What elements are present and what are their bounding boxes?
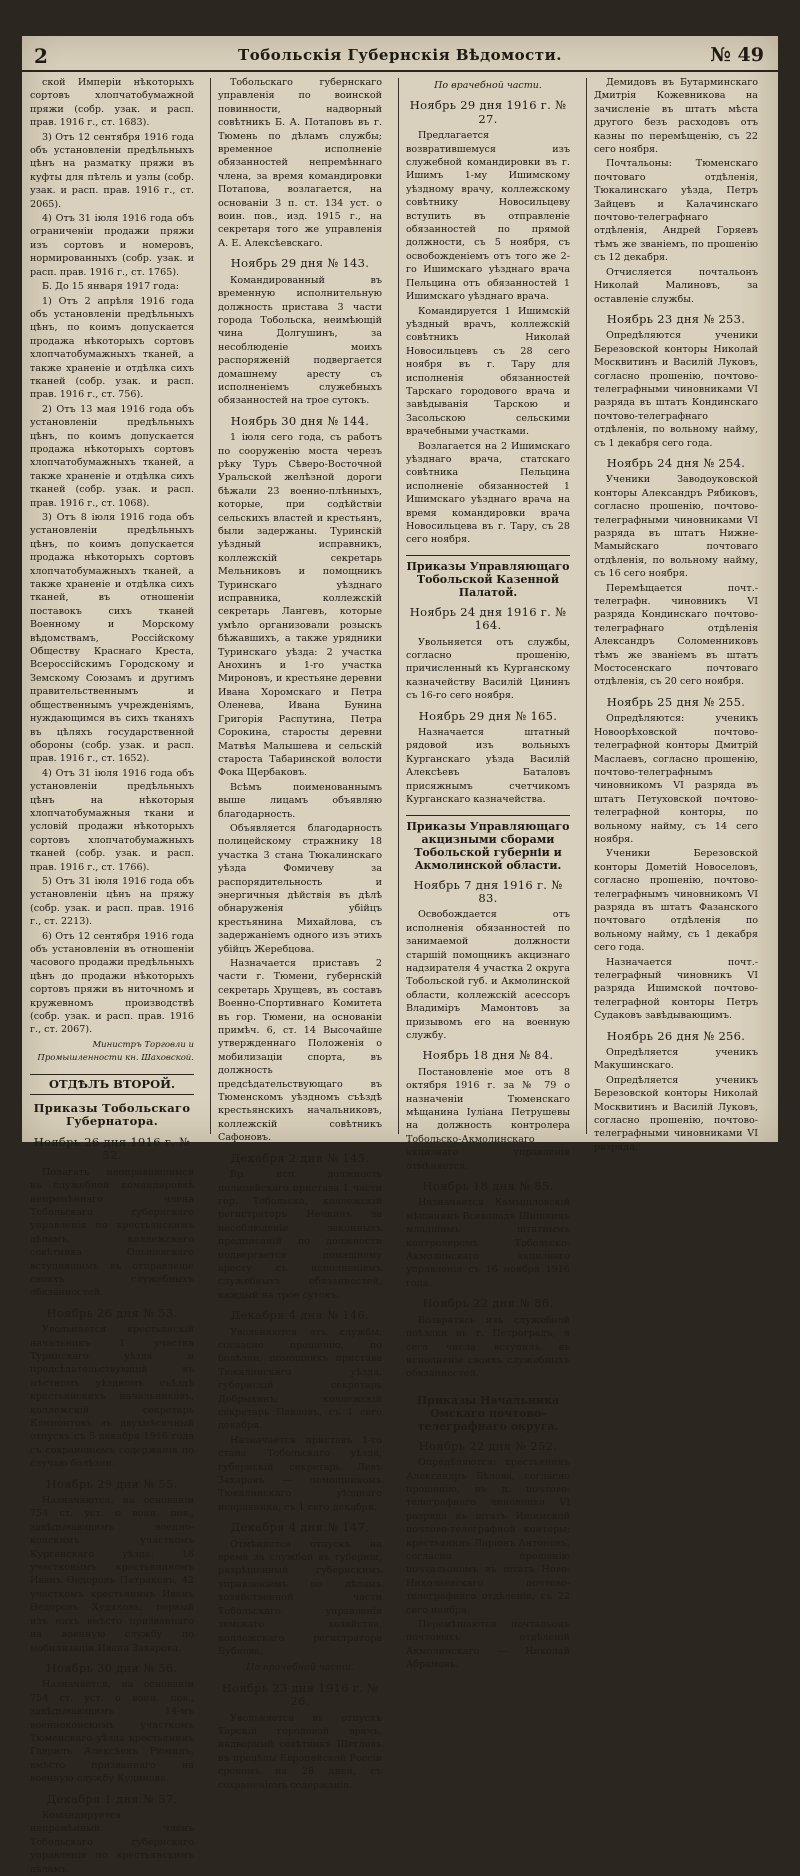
order-date: Ноябрь 30 дня № 56. bbox=[46, 1660, 178, 1675]
order-date: Ноябрь 23 дня 1916 г. № 26. bbox=[221, 1680, 379, 1709]
order-text: 1 іюля сего года, съ работъ по сооруженію моста черезъ рѣку Туръ Сѣверо-Восточной Уральской желѣзной дороги бѣжали 23 военно-плѣнныхъ, которые, при содѣйствіи сельскихъ властей и крестьянъ, были задержаны. Туринскій уѣздный исправникъ, коллежскій секретарь Мельниковъ и помощникъ Туринскаго уѣзднаго исправника, коллежскій секретарь Лангевъ, которые умѣло организовали розыскъ бѣжавшихъ, а также урядники Туринскаго уѣзда: 2 участка Анохинъ и 1-го участка Мироновъ, и крестьяне деревни Ивана Хоромскаго и Петра Оленева, Ивана Бунина Григорія Распутина, Петра Сорокина, старосты деревни Матвѣя Малышева и сельскій староста Табаринской волости Фока Щербаковъ. bbox=[218, 432, 382, 779]
order-text: Опредѣляются: ученикъ Новоорѣховской почтово-телеграфной конторы Дмитрій Маслаевъ, согласно прошенію, почтово-телеграфнымъ чиновникомъ VI разряда въ штатъ Петуховской почтово-телеграфной конторы, по вольному найму, съ 14 сего ноября. bbox=[594, 713, 758, 845]
section-title: Приказы Начальника Омскаго почтово-телеграфнаго округа. bbox=[406, 1389, 570, 1433]
order-text: Назначается штатный рядовой изъ вольныхъ Курганскаго уѣзда Василій Алексѣевъ Баталовъ присяжнымъ счетчикомъ Курганскаго казначейства. bbox=[406, 727, 570, 806]
order-date: Ноябрь 22 дня № 252. bbox=[418, 1438, 558, 1453]
order-date: Ноябрь 30 дня № 144. bbox=[230, 413, 370, 428]
order-date: Ноябрь 29 дня № 143. bbox=[230, 256, 370, 271]
column-4 bbox=[588, 74, 764, 1153]
order-date: Декабря 4 дня № 146. bbox=[230, 1308, 370, 1323]
order-date: Ноябрь 29 дня № 165. bbox=[418, 708, 558, 723]
order-text: Назначается почт.-телеграфный чиновникъ VI разряда Ишимской почтово-телеграфной конторы Петръ Судаковъ завѣдывающимъ. bbox=[594, 956, 758, 1022]
order-date: Ноябрь 23 дня № 253. bbox=[606, 311, 746, 326]
order-date: Ноябрь 29 дня 1916 г. № 27. bbox=[409, 98, 567, 126]
rubric: По врачебной части. bbox=[246, 1662, 354, 1674]
column-3 bbox=[400, 74, 576, 1671]
order-date: Ноябрь 22 дня № 86. bbox=[422, 1296, 554, 1311]
paragraph: 2) Отъ 13 мая 1916 года объ установленіи предѣльныхъ цѣнъ, по коимъ допускается продажа нѣкоторыхъ сортовъ хлопчатобумажныхъ тканей, а также храненіе и отдѣлка сихъ тканей (собр. узак. и расп. прав. 1916 г., ст. 1068). bbox=[30, 403, 194, 509]
order-text: Отмѣняется отпускъ на время за службой въ губерніи, разрѣшенный губернскимъ управленіемъ по дѣламъ хозяйственной части Тобольскаго управленія земскаго хозяйства, коллежскаго регистратора Бубнова. bbox=[218, 1538, 382, 1657]
order-text: Ученики Березовской конторы Дометій Новоселовъ, согласно прошенію, почтово-телеграфнымъ чиновникомъ VI разряда въ штатъ Фазанского почтоваго отдѣленія по вольному найму, съ 1 декабря сего года. bbox=[594, 848, 758, 954]
paragraph: 4) Отъ 31 іюля 1916 года объ установленіи предѣльныхъ цѣнъ на нѣкоторыя хлопчатобумажныя ткани и условій продажи нѣкоторыхъ сортовъ хлопчатобумажныхъ тканей (собр. узак. и расп. прав. 1916 г., ст. 1766). bbox=[30, 767, 194, 873]
order-text: Увольняется въ отпускъ Тарскій городовой врачъ, надворный совѣтникъ Щегловъ въ предѣлы Европейской Россіи срокомъ на 28 дней, съ сохраненіемъ содержанія. bbox=[218, 1712, 382, 1791]
order-text: Объявляется благодарность полицейскому стражнику 18 участка 3 стана Тюкалинскаго уѣзда Фомичеву за распорядительность и энергичныя дѣйствія въ дѣлѣ обнаруженія убійцъ крестьянина Михайлова, съ задержаніемъ одного изъ этихъ убійцъ Жеребцова. bbox=[218, 822, 382, 955]
order-text: Перемѣщаются почтальонъ почтовыхъ отдѣленій Акмолинскаго — Николай Абрамовъ. bbox=[406, 1619, 570, 1671]
section-title: ОТДѢЛЪ ВТОРОЙ. bbox=[30, 1074, 194, 1095]
order-text: Командируется 1 Ишимскій уѣздный врачъ, коллежскій совѣтникъ Николай Новосильцевъ съ 28 сего ноября въ г. Тару для исполненія обязанностей Тарскаго городового врача и завѣдыванія Тарскою и Засольскою сельскими врачебными участками. bbox=[406, 305, 570, 438]
order-date: Ноябрь 26 дня № 53. bbox=[46, 1305, 178, 1320]
order-text: Возвратясь изъ служебной поѣздки въ г. Петроградъ, я сего числа вступилъ въ исполненіе своихъ служебныхъ обязанностей. bbox=[406, 1314, 570, 1380]
order-text: Перемѣщается почт.-телеграфн. чиновникъ VI разряда Кондинскаго почтово-телеграфнаго отдѣленія Александръ Соломенниковъ тѣмъ же званіемъ въ штатъ Мостосенскаго почтоваго отдѣленія, съ 20 сего ноября. bbox=[594, 582, 758, 688]
paragraph: Б. До 15 января 1917 года: bbox=[42, 281, 179, 293]
minister-signature: Министръ Торговли и Промышленности кн. Шаховской. bbox=[37, 1039, 194, 1064]
order-text: Опредѣляются: крестьянинъ Александръ Бѣлова, согласно прошенію, въ д. почтово-телеграфнаго чиновника VI разряда въ штатъ Ишимской почтово-телеграфной конторы; крестьянинъ Ларіонъ Антоновъ, согласно прошенію почтальономъ въ штатъ Ново-Николаевскаго почтово-телеграфнаго отдѣленія, съ 22 сего ноября. bbox=[406, 1457, 570, 1616]
order-text: Назначаются, на основаніи 754 ст. уст. о воин. пов., завѣдывающимъ военно-конскимъ участкомъ Курганскаго уѣзда: 16 участковымъ крестьяниномъ Иванъ Өедоровъ Патраковъ, 42 участкомъ крестьянинъ Иванъ Өедоровъ Худяковъ; первый изъ нихъ вмѣсто призваннаго на военную службу по мобилизаціи Ивана Захарова. bbox=[30, 1495, 194, 1654]
order-date: Ноябрь 24 дня 1916 г. № 164. bbox=[409, 604, 567, 633]
order-text: Всѣмъ поименованнымъ выше лицамъ объявляю благодарность. bbox=[218, 781, 382, 820]
rubric: По врачебной части. bbox=[434, 80, 542, 91]
order-text: Опредѣляется ученикъ Макушинскаго. bbox=[594, 1047, 758, 1072]
order-date: Ноябрь 24 дня № 254. bbox=[606, 455, 746, 470]
order-date: Ноябрь 18 дня № 84. bbox=[422, 1048, 554, 1063]
order-date: Ноябрь 25 дня № 255. bbox=[606, 694, 746, 709]
orders-heading: Приказы Тобольскаго Губернатора. bbox=[33, 1101, 191, 1129]
paragraph: 4) Отъ 31 іюля 1916 года объ ограниченіи продажи пряжи изъ сортовъ и номеровъ, нормированныхъ (собр. узак. и расп. прав. 1916 г., ст. 1765). bbox=[30, 213, 194, 278]
section-title: Приказы Управляющаго акцизными сборами Тобольской губерніи и Акмолинской области. bbox=[406, 815, 570, 872]
order-text: Увольняется крестьянскій начальникъ 1 участка Туринскаго уѣзда и предсѣдательствующій въ мѣстномъ уѣздномъ съѣздѣ крестьянскихъ начальниковъ, коллежскій секретарь Климонтовъ въ двухмѣсячный отпускъ съ 5 декабря 1916 года съ сохраненіемъ содержанія по случаю болѣзни. bbox=[30, 1324, 194, 1470]
order-text: Возлагается на 2 Ишимскаго уѣзднаго врача, статскаго совѣтника Пельцина исполненіе обязанностей 1 Ишимскаго уѣзднаго врача на время командировки врача Новосильцева въ г. Тару, съ 28 сего ноября. bbox=[406, 440, 570, 546]
order-date: Ноябрь 29 дня № 55. bbox=[46, 1476, 178, 1491]
newspaper-page bbox=[22, 36, 778, 1875]
paragraph: Демидовъ въ Бутарминскаго Дмитрія Кожевникова на зачисленіе въ штатъ мѣста другого безъ расходовъ отъ казны по перемѣщенію, съ 22 сего ноября. bbox=[594, 77, 758, 156]
order-text: Назначается, на основаніи 754 ст. уст. о воин. пов., завѣдывающимъ 14-мъ военноконскимъ участкомъ Тюменскаго уѣзда крестьянинъ Гаврилъ Алексѣевъ Рюминъ, вмѣсто призваннаго на военную службу Кудинова. bbox=[30, 1679, 194, 1785]
page-header bbox=[22, 36, 778, 72]
paragraph: 1) Отъ 2 апрѣля 1916 года объ установленіи предѣльныхъ цѣнъ, по коимъ допускается продажа нѣкоторыхъ сортовъ хлопчатобумажныхъ тканей, а также храненіе и отдѣлка сихъ тканей (собр. узак. и расп. прав. 1916 г., ст. 756). bbox=[30, 295, 194, 401]
order-date: Декабря 2 дня № 145. bbox=[230, 1150, 370, 1165]
order-text: Назначается приставъ 1-го стана Тобольскаго уѣзда, губернскій секретарь Левъ Захаровъ — помощникомъ Тюкалинскаго уѣзднаго исправника, съ 1 сего декабря. bbox=[218, 1434, 382, 1513]
section-title: Приказы Управляющаго Тобольской Казенной Палатой. bbox=[406, 555, 570, 599]
paragraph: 6) Отъ 12 сентября 1916 года объ установленіи въ отношеніи часового продажи предѣльныхъ цѣнъ до продажи нѣкоторыхъ сортовъ пряжи въ ниточномъ и кружевномъ производствѣ (собр. узак. и расп. прав. 1916 г., ст. 2067). bbox=[30, 930, 194, 1036]
paragraph: 5) Отъ 31 іюля 1916 года объ установленіи цѣнъ на пряжу (собр. узак. и расп. прав. 1916 г., ст. 2213). bbox=[30, 875, 194, 928]
paragraph: Тобольскаго губернскаго управленія по воинской повинности, надворный совѣтникъ Б. А. Потаповъ въ г. Тюмень по дѣламъ службы; временное исполненіе обязанностей непремѣннаго члена, за время командировки Потапова, возлагается, на основаніи 3 п. ст. 134 уст. о воин. пов., изд. 1915 г., на секретаря того же управленія А. Е. Алексѣевскаго. bbox=[218, 77, 382, 249]
order-text: Полагать неоправившимся въ служебной командировкѣ непремѣннаго члена Тобольскаго губернскаго управленія по крестьянскимъ дѣламъ, коллежскаго совѣтника Ольшевскаго вступившимъ въ отправленіе своихъ служебныхъ обязанностей. bbox=[30, 1166, 194, 1299]
order-text: Назначается Камышловскій мѣщанинъ Всеволодъ Шишкинъ младшимъ штатнымъ контролеромъ Тобольско-Акмолинскаго акцизнаго управленія съ 16 ноября 1916 года. bbox=[406, 1197, 570, 1289]
order-text: Увольняется отъ службы, согласно прошенію, причисленный къ Курганскому казначейству Василій Цининъ съ 16-го сего ноября. bbox=[406, 636, 570, 702]
order-text: Освобождается отъ исполненія обязанностей по занимаемой должности старшій помощникъ акцизнаго надзирателя 4 участка 2 округа Тобольской губ. и Акмолинской области, коллежскій асессоръ Владиміръ Мамонтовъ за призывомъ его на военную службу. bbox=[406, 909, 570, 1041]
order-text: Ученики Заводоуковской конторы Александръ Рябиковъ, согласно прошенію, почтово-телеграфными чиновниками VI разряда въ штатъ Нижне-Мамыйскаго почтоваго отдѣленія, по вольному найму, съ 16 сего ноября. bbox=[594, 474, 758, 580]
issue-number: № 49 bbox=[710, 44, 764, 66]
order-text: Увольняются отъ службы, согласно прошенію, по болѣзни, помощникъ пристава Тюкалинскаго уѣзда, губернскій секретарь Добрыхинъ; коллежскій секретарь Павловъ, съ 1 сего декабря. bbox=[218, 1326, 382, 1432]
order-date: Декабря 1 дня № 57. bbox=[46, 1791, 178, 1806]
order-text: Командированный въ временную исполнительную должность пристава 3 части города Тобольска, неимѣющій чина Долгушинъ, за несоблюденіе моихъ распоряженій подвергается домашнему аресту съ исполненіемъ служебныхъ обязанностей на трое сутокъ. bbox=[218, 274, 382, 407]
order-date: Ноябрь 26 дня № 256. bbox=[606, 1028, 746, 1043]
order-text: Постановленіе мое отъ 8 октября 1916 г. за № 79 о назначеніи Тюменскаго мѣщанина Іуліана Петрушевы на должность контролера Тобольско-Акмолинскаго акцизнаго управленія отмѣняется. bbox=[406, 1066, 570, 1172]
order-text: Предлагается возвратившемуся изъ служебной командировки въ г. Ишимъ 1-му Ишимскому уѣздному врачу, коллежскому совѣтнику Новосильцеву вступить въ отправленіе обязанностей по прямой должности, съ 5 ноября, съ освобожденіемъ отъ того же 2-го Ишимскаго уѣзднаго врача Пельцина отъ обязанностей 1 Ишимскаго уѣзднаго врача. bbox=[406, 130, 570, 303]
order-date: Ноябрь 7 дня 1916 г. № 83. bbox=[413, 877, 563, 905]
order-text: Вр. исп. должность полицейскаго пристава 1 части гор. Тобольска, коллежскій регистраторъ Нечкинъ за несоблюденіе законныхъ предписаній по должности подвергается домашнему аресту съ исполненіемъ служебныхъ обязанностей, каждый на трое сутокъ. bbox=[218, 1169, 382, 1301]
columns bbox=[22, 74, 778, 1875]
paragraph: Почтальоны: Тюменскаго почтоваго отдѣленія, Тюкалинскаго уѣзда, Петръ Зайцевъ и Калачинскаго почтово-телеграфнаго отдѣленія, Андрей Горяевъ тѣмъ же званіемъ, по прошенію съ 12 декабря. bbox=[594, 158, 758, 264]
paragraph: ской Имперіи нѣкоторыхъ сортовъ хлопчатобумажной пряжи (собр. узак. и расп. прав. 1916 г., ст. 1683). bbox=[30, 77, 194, 129]
paragraph: Опредѣляется ученикъ Березовской конторы Николай Москвитинъ и Василій Луковъ, согласно прошенію, почтово-телеграфными чиновниками VI разряда. bbox=[594, 1074, 758, 1153]
order-date: Ноябрь 26 дня 1916 г. № 52. bbox=[33, 1134, 191, 1163]
newspaper-title: Тобольскія Губернскія Вѣдомости. bbox=[238, 46, 562, 64]
order-text: Опредѣляются ученики Березовской конторы Николай Москвитинъ и Василій Луковъ, согласно прошенію, почтово-телеграфными чиновниками VI разряда въ штатъ Кондинскаго почтово-телеграфнаго отдѣленія, по вольному найму, съ 1 декабря сего года. bbox=[594, 330, 758, 449]
order-date: Ноябрь 18 дня № 85. bbox=[422, 1179, 554, 1194]
paragraph: 3) Отъ 12 сентября 1916 года объ установленіи предѣльныхъ цѣнъ на разматку пряжи въ куфты для пѣтель и узлы (собр. узак. и расп. прав. 1916 г., ст. 2065). bbox=[30, 131, 194, 210]
paragraph: 3) Отъ 8 іюля 1916 года объ установленіи предѣльныхъ цѣнъ, по коимъ допускается продажа нѣкоторыхъ сортовъ хлопчатобумажныхъ тканей, а также храненіе и отдѣлка сихъ тканей, въ отношеніи поставокъ сихъ тканей Военному и Морскому вѣдомствамъ, Россійскому Обществу Краснаго Креста, Всероссійскимъ Городскому и Земскому Союзамъ и другимъ правительственнымъ и общественнымъ учрежденіямъ, нуждающимся въ сихъ тканяхъ въ цѣляхъ государственной обороны (собр. узак. и расп. прав. 1916 г., ст. 1652). bbox=[30, 512, 194, 765]
order-text: Назначается приставъ 2 части г. Тюмени, губернскій секретарь Хрущевъ, въ составъ Военно-Спортивнаго Комитета въ гор. Тюмени, на основаніи примѣч. 6, ст. 14 Высочайше утвержденнаго Положенія о мобилизаціи спорта, въ должность предсѣдательствующаго въ Тюменскомъ уѣздномъ съѣздѣ крестьянскихъ начальниковъ, коллежскій совѣтникъ Сафоновъ. bbox=[218, 958, 382, 1144]
order-text: Командируется непремѣнный членъ Тобольскаго губернскаго управленія по крестьянскимъ дѣламъ. bbox=[30, 1809, 194, 1875]
column-2 bbox=[212, 74, 388, 1791]
page-number: 2 bbox=[34, 44, 48, 68]
paragraph: Отчисляется почтальонъ Николай Малиновъ, за оставленіе службы. bbox=[594, 266, 758, 305]
column-1 bbox=[24, 74, 200, 1875]
order-date: Декабря 4 дня № 147. bbox=[230, 1520, 370, 1535]
